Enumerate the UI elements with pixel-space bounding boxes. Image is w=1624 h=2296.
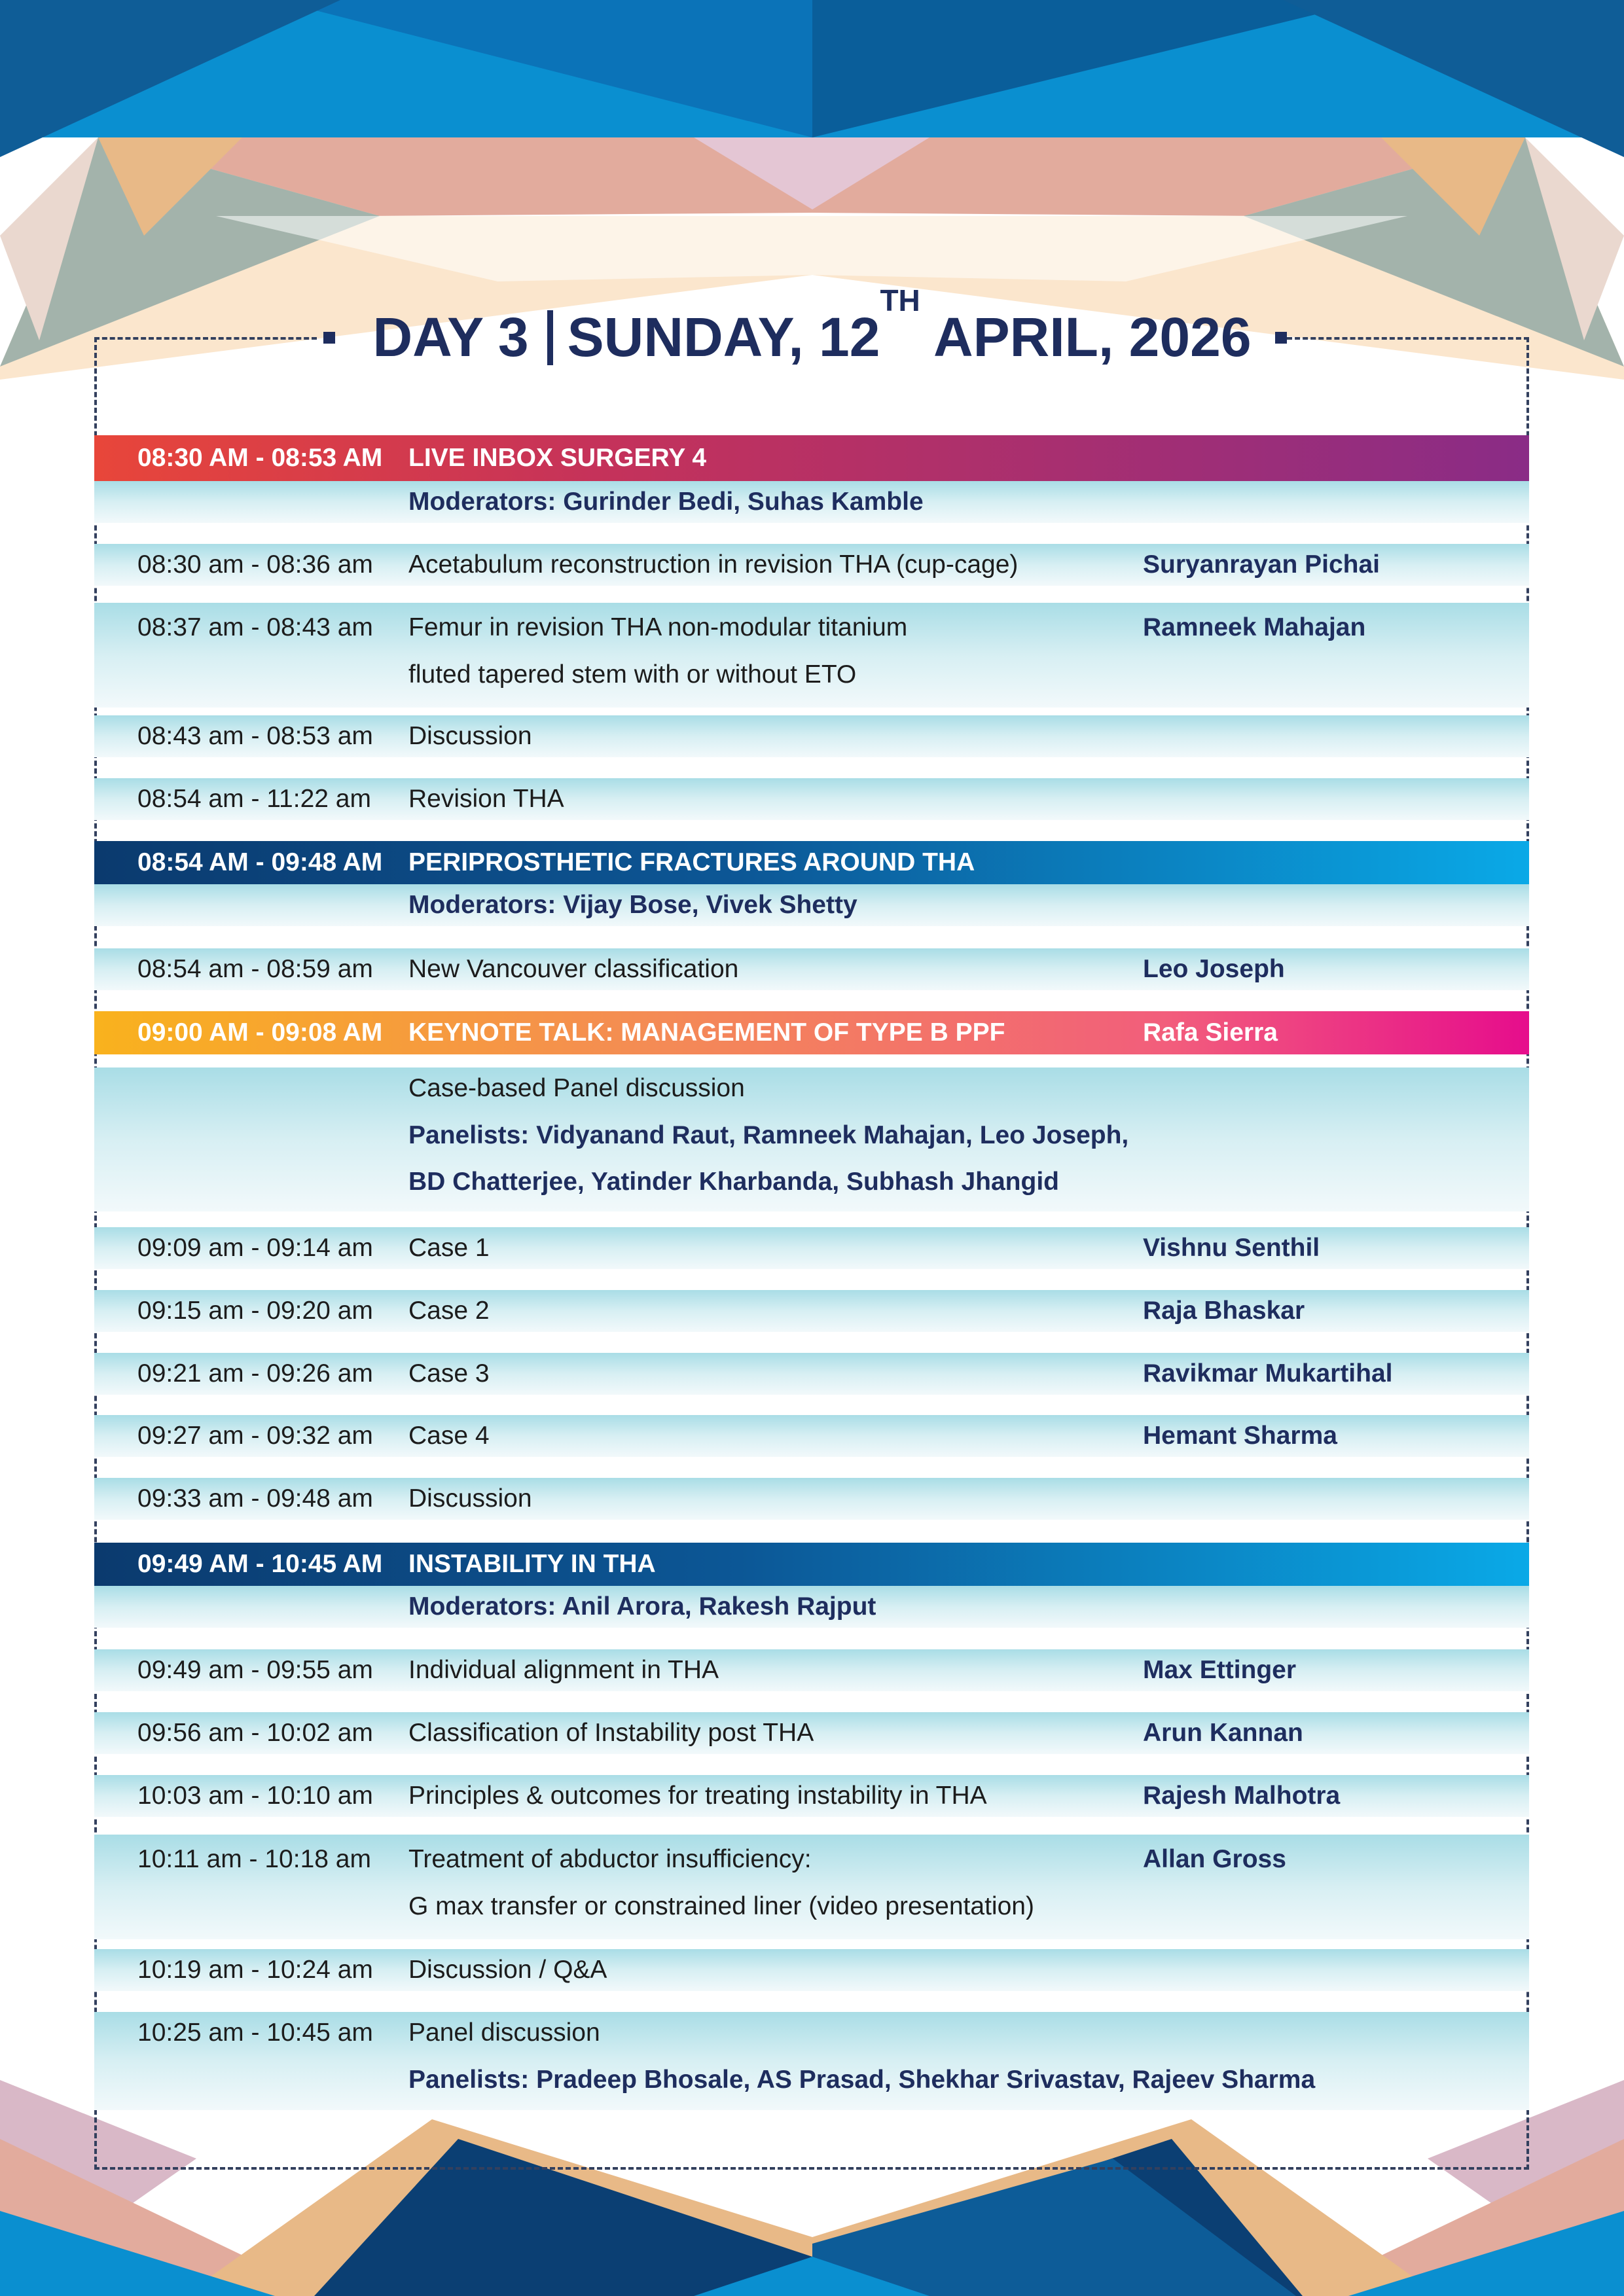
talk-row bbox=[94, 1415, 1529, 1457]
session-time: 08:54 AM - 09:48 AM bbox=[137, 848, 383, 876]
talk-row bbox=[94, 778, 1529, 820]
talk-title: Discussion / Q&A bbox=[408, 1956, 607, 1984]
talk-row bbox=[94, 1649, 1529, 1691]
talk-row bbox=[94, 1290, 1529, 1332]
keynote-title: KEYNOTE TALK: MANAGEMENT OF TYPE B PPF bbox=[408, 1018, 1005, 1047]
talk-time: 09:27 am - 09:32 am bbox=[137, 1422, 373, 1450]
talk-speaker: Max Ettinger bbox=[1143, 1656, 1297, 1684]
talk-time: 09:56 am - 10:02 am bbox=[137, 1719, 373, 1747]
talk-title: Revision THA bbox=[408, 785, 564, 813]
moderators-row bbox=[94, 1586, 1529, 1628]
keynote-header-row bbox=[94, 1011, 1529, 1054]
talk-speaker: Ravikmar Mukartihal bbox=[1143, 1359, 1393, 1388]
talk-row bbox=[94, 544, 1529, 586]
talk-time: 08:37 am - 08:43 am bbox=[137, 613, 373, 641]
session-header-row bbox=[94, 435, 1529, 481]
moderators-row bbox=[94, 481, 1529, 523]
moderators-text: Moderators: Anil Arora, Rakesh Rajput bbox=[408, 1592, 876, 1621]
talk-title: Classification of Instability post THA bbox=[408, 1719, 814, 1747]
talk-row bbox=[94, 715, 1529, 757]
panel-panelists-line2: BD Chatterjee, Yatinder Kharbanda, Subhash Jhangid bbox=[408, 1168, 1059, 1196]
talk-title: New Vancouver classification bbox=[408, 955, 739, 983]
panel-panelists: Panelists: Pradeep Bhosale, AS Prasad, Shekhar Srivastav, Rajeev Sharma bbox=[408, 2066, 1316, 2094]
session-time: 08:30 AM - 08:53 AM bbox=[137, 444, 383, 472]
moderators-text: Moderators: Gurinder Bedi, Suhas Kamble bbox=[408, 488, 924, 516]
talk-title: Case 4 bbox=[408, 1422, 490, 1450]
talk-time: 09:09 am - 09:14 am bbox=[137, 1234, 373, 1262]
session-title: INSTABILITY IN THA bbox=[408, 1550, 656, 1578]
talk-row bbox=[94, 1712, 1529, 1754]
talk-row bbox=[94, 948, 1529, 990]
talk-time: 08:54 am - 11:22 am bbox=[137, 785, 371, 813]
talk-title: Case 3 bbox=[408, 1359, 490, 1388]
date-ordinal: TH bbox=[880, 283, 920, 317]
talk-time: 08:30 am - 08:36 am bbox=[137, 550, 373, 579]
talk-title: Acetabulum reconstruction in revision THA (cup-cage) bbox=[408, 550, 1019, 579]
panel-title: Panel discussion bbox=[408, 2018, 600, 2047]
title-separator bbox=[547, 310, 553, 365]
session-time: 09:49 AM - 10:45 AM bbox=[137, 1550, 383, 1578]
talk-row bbox=[94, 1478, 1529, 1520]
talk-speaker: Vishnu Senthil bbox=[1143, 1234, 1320, 1262]
talk-title: Case 1 bbox=[408, 1234, 490, 1262]
talk-speaker: Suryanrayan Pichai bbox=[1143, 550, 1380, 579]
talk-speaker: Raja Bhaskar bbox=[1143, 1297, 1305, 1325]
talk-row bbox=[94, 1227, 1529, 1269]
session-title: PERIPROSTHETIC FRACTURES AROUND THA bbox=[408, 848, 975, 876]
talk-title: Discussion bbox=[408, 1484, 532, 1513]
session-header-row bbox=[94, 841, 1529, 884]
talk-row bbox=[94, 1949, 1529, 1991]
moderators-row bbox=[94, 884, 1529, 926]
panel-row bbox=[94, 1067, 1529, 1211]
talk-time: 09:49 am - 09:55 am bbox=[137, 1656, 373, 1684]
date-tail: APRIL, 2026 bbox=[920, 306, 1252, 368]
talk-time: 10:19 am - 10:24 am bbox=[137, 1956, 373, 1984]
talk-time: 08:43 am - 08:53 am bbox=[137, 722, 373, 750]
talk-row bbox=[94, 603, 1529, 708]
panel-title: Case-based Panel discussion bbox=[408, 1074, 745, 1102]
day-label: DAY 3 bbox=[372, 306, 529, 368]
talk-title: Femur in revision THA non-modular titanium bbox=[408, 613, 908, 641]
keynote-speaker: Rafa Sierra bbox=[1143, 1018, 1278, 1047]
talk-time: 10:11 am - 10:18 am bbox=[137, 1845, 371, 1873]
talk-speaker: Arun Kannan bbox=[1143, 1719, 1303, 1747]
page-title bbox=[0, 283, 1624, 380]
talk-speaker: Leo Joseph bbox=[1143, 955, 1285, 983]
talk-row bbox=[94, 1353, 1529, 1395]
talk-time: 10:25 am - 10:45 am bbox=[137, 2018, 373, 2047]
talk-time: 09:15 am - 09:20 am bbox=[137, 1297, 373, 1325]
talk-time: 09:33 am - 09:48 am bbox=[137, 1484, 373, 1513]
panel-panelists: Panelists: Vidyanand Raut, Ramneek Mahajan, Leo Joseph, bbox=[408, 1121, 1129, 1149]
talk-speaker: Hemant Sharma bbox=[1143, 1422, 1337, 1450]
talk-title: Treatment of abductor insufficiency: bbox=[408, 1845, 812, 1873]
panel-row bbox=[94, 2012, 1529, 2110]
session-header-row bbox=[94, 1543, 1529, 1586]
talk-title: Case 2 bbox=[408, 1297, 490, 1325]
talk-speaker: Rajesh Malhotra bbox=[1143, 1782, 1341, 1810]
talk-row bbox=[94, 1775, 1529, 1817]
talk-title-line2: fluted tapered stem with or without ETO bbox=[408, 660, 857, 689]
moderators-text: Moderators: Vijay Bose, Vivek Shetty bbox=[408, 891, 857, 919]
session-title: LIVE INBOX SURGERY 4 bbox=[408, 444, 707, 472]
talk-time: 08:54 am - 08:59 am bbox=[137, 955, 373, 983]
talk-time: 10:03 am - 10:10 am bbox=[137, 1782, 373, 1810]
talk-title: Individual alignment in THA bbox=[408, 1656, 719, 1684]
talk-speaker: Ramneek Mahajan bbox=[1143, 613, 1366, 641]
talk-title: Discussion bbox=[408, 722, 532, 750]
talk-title: Principles & outcomes for treating instability in THA bbox=[408, 1782, 987, 1810]
keynote-time: 09:00 AM - 09:08 AM bbox=[137, 1018, 383, 1047]
talk-row bbox=[94, 1835, 1529, 1939]
talk-title-line2: G max transfer or constrained liner (video presentation) bbox=[408, 1892, 1034, 1920]
talk-time: 09:21 am - 09:26 am bbox=[137, 1359, 373, 1388]
talk-speaker: Allan Gross bbox=[1143, 1845, 1286, 1873]
date-main: SUNDAY, 12 bbox=[567, 306, 880, 368]
